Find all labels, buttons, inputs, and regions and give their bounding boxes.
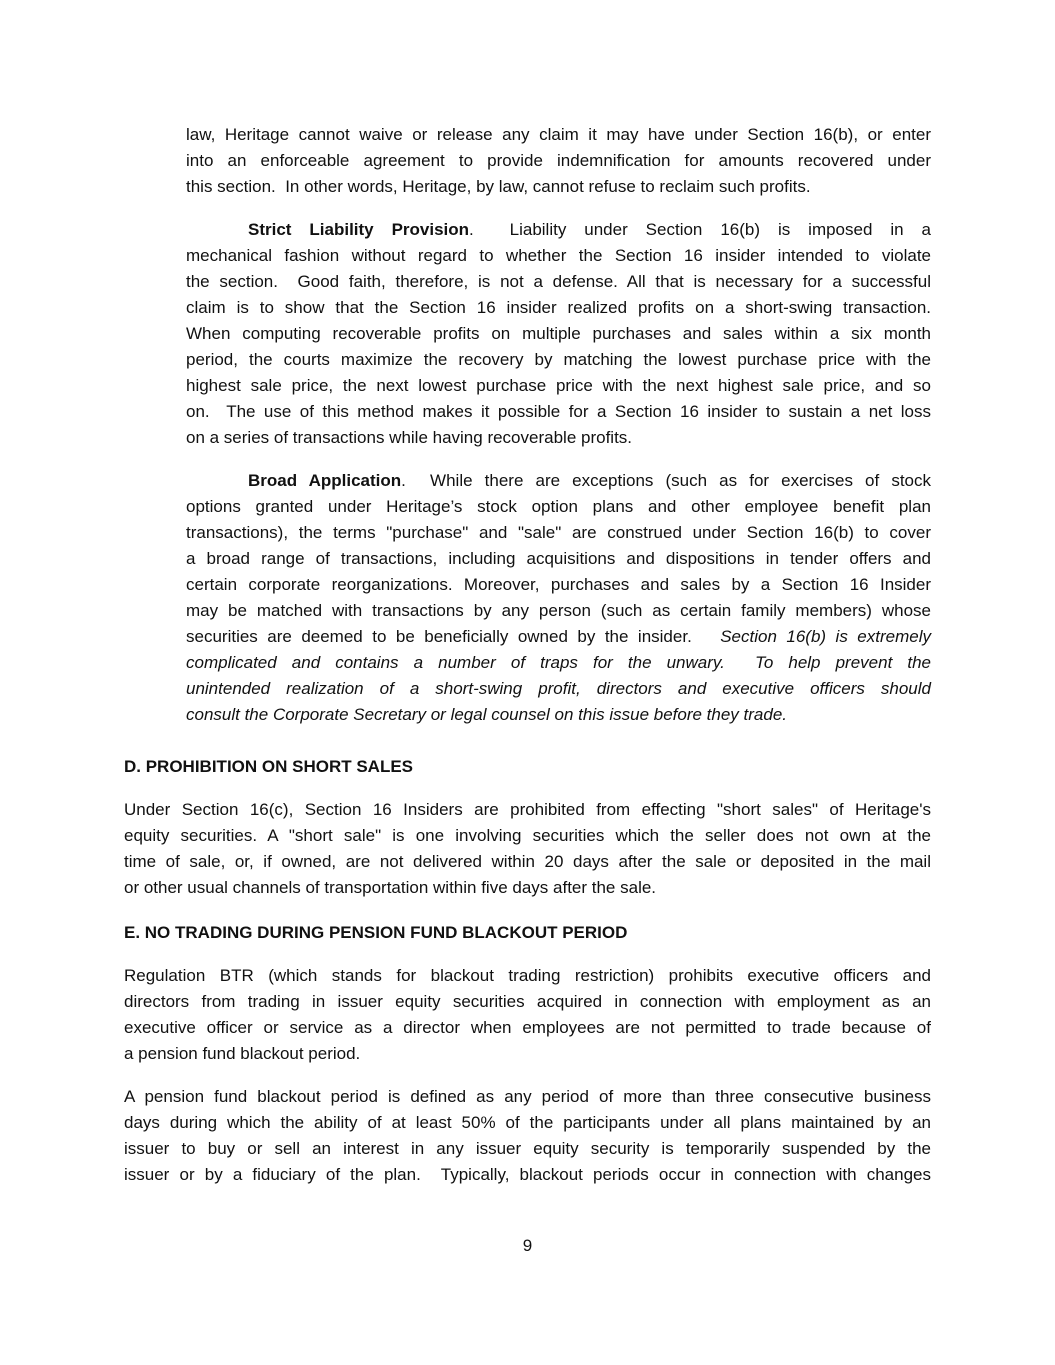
text-line [186,520,931,546]
section-d-short-sales [124,754,931,918]
text-line [186,546,931,572]
text-segment: Regulation BTR (which stands for blackout trading restriction) prohibits executive officers and [124,966,931,985]
text-segment: A pension fund blackout period is defined as any period of more than three consecutive business [124,1087,931,1106]
paragraph [124,797,931,901]
italic-text: Section 16(b) is extremely [720,627,931,646]
text-segment: days during which the ability of at least 50% of the participants under all plans maintained by an [124,1113,931,1132]
text-line [124,1136,931,1162]
text-line [124,1041,931,1067]
section-e-blackout-period [124,920,931,1205]
text-segment: this section. In other words, Heritage, by law, cannot refuse to reclaim such profits. [186,177,811,196]
text-line [124,1084,931,1110]
text-line [124,875,931,901]
text-line [124,797,931,823]
text-line [124,1110,931,1136]
text-segment: a pension fund blackout period. [124,1044,361,1063]
text-segment: executive officer or service as a director when employees are not permitted to trade because of [124,1018,931,1037]
paragraph [186,468,931,728]
text-line [186,702,931,728]
text-line [124,823,931,849]
page-number: 9 [522,1236,533,1255]
text-line [186,373,931,399]
text-segment: time of sale, or, if owned, are not delivered within 20 days after the sale or deposited in the mail [124,852,931,871]
text-line [186,676,931,702]
text-line [124,1015,931,1041]
text-segment: certain corporate reorganizations. Moreover, purchases and sales by a Section 16 Insider [186,575,931,594]
paragraph [124,1084,931,1188]
text-line [186,650,931,676]
text-line [186,624,931,650]
section-heading: E. NO TRADING DURING PENSION FUND BLACKOUT PERIOD [124,923,628,942]
text-segment: highest sale price, the next lowest purchase price with the next highest sale price, and so [186,376,931,395]
text-segment: Under Section 16(c), Section 16 Insiders are prohibited from effecting "short sales" of Heritage's [124,800,931,819]
text-line [124,1162,931,1188]
text-line [186,148,931,174]
text-segment: or other usual channels of transportation within five days after the sale. [124,878,657,897]
text-segment: on. The use of this method makes it possible for a Section 16 insider to sustain a net loss [186,402,931,421]
text-segment: . Liability under Section 16(b) is imposed in a [469,220,931,239]
text-line [124,849,931,875]
text-line [186,468,931,494]
text-line [186,174,931,200]
text-segment: equity securities. A "short sale" is one involving securities which the seller does not own at the [124,826,931,845]
paragraph [124,963,931,1067]
italic-text: consult the Corporate Secretary or legal counsel on this issue before they trade. [186,705,788,724]
text-segment: claim is to show that the Section 16 insider realized profits on a short-swing transaction. [186,298,931,317]
italic-text: unintended realization of a short-swing profit, directors and executive officers should [186,679,931,698]
bold-subheading: Broad Application [248,471,402,490]
text-segment: may be matched with transactions by any person (such as certain family members) whose [186,601,931,620]
text-segment: into an enforceable agreement to provide indemnification for amounts recovered under [186,151,931,170]
text-segment: options granted under Heritage’s stock option plans and other employee benefit plan [186,497,931,516]
text-line [186,122,931,148]
text-segment: transactions), the terms "purchase" and "sale" are construed under Section 16(b) to cover [186,523,931,542]
section-heading: D. PROHIBITION ON SHORT SALES [124,757,414,776]
text-segment: mechanical fashion without regard to whether the Section 16 insider intended to violate [186,246,931,265]
text-line [186,598,931,624]
text-line [186,295,931,321]
text-segment: securities are deemed to be beneficially owned by the insider. [186,627,721,646]
text-segment: issuer or by a fiduciary of the plan. Typically, blackout periods occur in connection with changes [124,1165,931,1184]
text-line [186,321,931,347]
text-line [186,399,931,425]
text-segment: . While there are exceptions (such as for exercises of stock [401,471,931,490]
text-segment: on a series of transactions while having recoverable profits. [186,428,633,447]
text-line [124,963,931,989]
paragraph [186,217,931,451]
text-segment: issuer to buy or sell an interest in any issuer equity security is temporarily suspended by the [124,1139,931,1158]
text-line [186,425,931,451]
text-line [186,217,931,243]
text-line [124,989,931,1015]
text-line [186,269,931,295]
text-line [186,347,931,373]
text-segment: When computing recoverable profits on multiple purchases and sales within a six month [186,324,931,343]
text-line [186,572,931,598]
paragraph [186,122,931,200]
text-segment: the section. Good faith, therefore, is not a defense. All that is necessary for a successful [186,272,931,291]
continued-section [186,122,931,745]
text-segment: a broad range of transactions, including acquisitions and dispositions in tender offers and [186,549,931,568]
text-segment: period, the courts maximize the recovery by matching the lowest purchase price with the [186,350,931,369]
text-segment: law, Heritage cannot waive or release any claim it may have under Section 16(b), or enter [186,125,931,144]
text-line [186,243,931,269]
text-line [186,494,931,520]
bold-subheading: Strict Liability Provision [248,220,470,239]
text-segment: directors from trading in issuer equity securities acquired in connection with employment as an [124,992,931,1011]
italic-text: complicated and contains a number of traps for the unwary. To help prevent the [186,653,931,672]
